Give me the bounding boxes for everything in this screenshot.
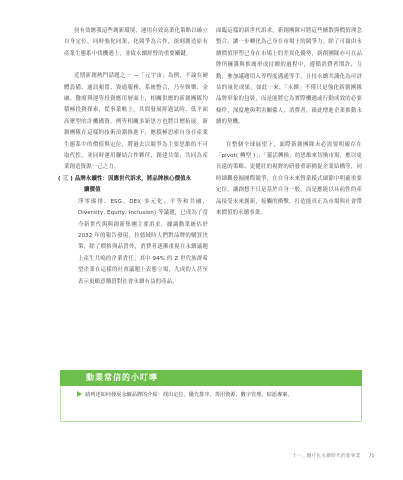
section-heading-line-1: ( 三 ) 品牌永續性：因應世代訴求，將品牌核心價值永 — [58, 175, 192, 182]
paragraph-gap — [64, 60, 208, 71]
page-number: 75 — [368, 454, 375, 459]
right-paragraph-1: 面臨這樣的新世代訴求，新創團隊可將這些擴散與價值理念整合，讓一步轉化為己身在市場上的競爭力。除了可藉由永續價值形塑己身在市場上的差異化優勢，新創團隊亦可在品牌所擁護與推廣形成持續的過程中，遵循消費者期許、互動，參加議題切入等程度溝通等手，且持永續共識化為可評估的量化成果。如此一來，「永續」不僅只是強化新創團隊品牌形象的包裝，而是能將它為實際機遇或行動成效的必要條件，深度地與利害關係人、消費者，藉此增進企業推動永續的契機。 — [216, 28, 362, 126]
section-heading — [58, 174, 208, 197]
tip-box — [60, 370, 362, 422]
paragraph-gap — [216, 129, 362, 140]
left-paragraph-1: 何有效應我這些創新環境，運用有效高業化策略以確立自身定位，同時強化同業，化競爭為合作，深刻創造原有產業生態系中找機遇上，並致永續經營的重要關鍵。 — [64, 28, 208, 57]
left-column — [58, 26, 208, 288]
right-paragraph-2: 在整個全球展望下，面際新創團隊未必需要明確存在「pivot( 轉型 )」、「靈活轉換」的思維來切換市場，應以更長遠的策略、更健壯的視野的研發重新捕捉企業結構等，同時細觀發掘圖際競爭，在自身未來營業模式細節中明確重要定位，讓創想不只是基於自身一般，而是應能以具前性的產品接受未來創新，接觸的衝擊，打造能真正為市場與社會帶來價值的永續事業。 — [216, 141, 362, 217]
footer-chapter: 十一、醫疗化永續時代的新事業 — [292, 454, 361, 459]
triangle-bullet-icon — [77, 391, 82, 397]
section-heading-line-2: 續價值 — [84, 187, 101, 194]
tip-box-title: 動業常信的小叮嚀 — [60, 370, 362, 386]
left-paragraph-2: 近期新創熱門話題之一 —「元宇宙」為例，不論在硬體設備、通訊頻寬、資通服務、系統整合，乃至娛樂、金融、醫療與運等投資應用層面上，相關供應的新創團隊均積極投資探索，從事業軌上，其間發展經過試時、低平面高聚型的計機構資，例等相關多新思方也將目標拓展。新創團隊在這樣的技術浪潮推進下，應積極思索自身在產業生態系中的價值與定位，將過去以競爭為主要思維的不可取代性，並同時運用聯結合作夥伴、創建共榮，共同為產業創造資源一己之力。 — [64, 73, 208, 171]
tip-box-body — [60, 386, 362, 422]
tip-item-text: 請列述如何發展永續品牌的介紹：找出定位、優先排序、善用資源、數字管理、結語專案。 — [85, 392, 293, 398]
left-paragraph-3: 淨零碳排、ESG、DEI( 多元化、平等和共融，Diversity, Equity, Inclusion) 等議題，已成為了當今新世代與與創新集團主要訴求。據調動業統估於 2032 年的報告發現，拉德域時人們對品牌的購買決策，除了價格與品質外，消費者逐漸重視在永續議題上產生共鳴的企業責任；其中 94% 的 Z 世代族群希望企業在這樣的社會議題上表態立場，九成的人甚至表示更願意購買對社會永續有益的產品。 — [78, 198, 208, 285]
page-footer — [292, 453, 375, 459]
tip-item — [77, 391, 351, 399]
right-column — [216, 26, 362, 220]
